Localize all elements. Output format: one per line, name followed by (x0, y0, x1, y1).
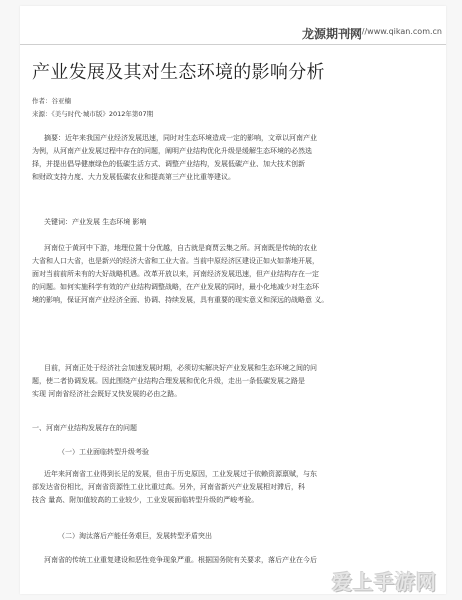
paragraph-line: 近年来河南省工业得到长足的发展，但由于历史原因，工业发展过于依赖资源禀赋，与东 (44, 470, 317, 478)
paragraph-line: 目前，河南正处于经济社会加速发展时期，必须切实解决好产业发展和生态环境之间的问 (44, 364, 317, 372)
section-heading: 一、河南产业结构发展存在的问题 (32, 424, 137, 432)
subsection-heading: （二）淘汰落后产能任务艰巨，发展转型矛盾突出 (58, 532, 212, 540)
paragraph-3 (32, 470, 432, 505)
article-source: 来源：《美与时代·城市版》2012年第07期 (32, 110, 154, 118)
article-author: 作者：谷亚楠 (32, 97, 71, 105)
paragraph-line: 河南省的传统工业重复建设和恶性竞争现象严重。根据国务院有关要求，落后产业在今后 (44, 556, 317, 564)
paragraph-line: 实现 河南省经济社会既好又快发展的必由之路。 (32, 390, 182, 398)
paragraph-4 (32, 556, 432, 565)
document-page (20, 6, 446, 594)
paragraph-line: 部发达省份相比，河南省资源性工业比重过高。另外，河南省新兴产业发展相对滞后，科 (32, 483, 305, 491)
abstract-line: 择，并提出倡导健康绿色的低碳生活方式、调整产业结构，发展低碳产业、加大技术创新 (32, 160, 305, 168)
paragraph-2 (32, 364, 432, 399)
site-header (20, 6, 446, 45)
keywords (32, 218, 432, 227)
paragraph-line: 境的影响，保证河南产业经济全面、协调、持续发展，具有重要的现实意义和深远的战略意 义。 (32, 296, 329, 304)
site-url[interactable]: http://www.qikan.com.cn (342, 27, 442, 36)
paragraph-line: 的问题。如何实施科学有效的产业结构调整战略，在产业发展的同时，最小化地减少对生态环 (32, 283, 319, 291)
paragraph-line: 题，使二者协调发展。因此围绕产业结构合理发展和优化升级，走出一条低碳发展之路是 (32, 377, 305, 385)
paragraph-line: 面对当前前所未有的大好战略机遇。改革开放以来，河南经济发展迅速，但产业结构存在一定 (32, 270, 319, 278)
subsection-heading: （一）工业面临转型升级考验 (58, 448, 149, 456)
paragraph-1 (32, 244, 432, 305)
paragraph-line: 大省和人口大省，也是新兴的经济大省和工业大省。当前中原经济区建设正如火如荼地开展， (32, 257, 319, 265)
site-brand[interactable]: 龙源期刊网 (301, 27, 362, 41)
abstract (32, 134, 432, 182)
site-watermark: 爱上手游网 (332, 570, 437, 594)
abstract-line: 摘要：近年来我国产业经济发展迅速，同时对生态环境造成一定的影响，文章以河南产业 (44, 134, 317, 142)
paragraph-line: 技含 量高、附加值较高的工业较少，工业发展面临转型升级的严峻考验。 (32, 496, 259, 504)
abstract-line: 为例，从河南产业发展过程中存在的问题，阐明产业结构优化升级是缓解生态环境的必然选 (32, 147, 312, 155)
article-title: 产业发展及其对生态环境的影响分析 (32, 62, 325, 83)
paragraph-line: 河南位于黄河中下游，地理位置十分优越，自古就是商贾云集之所。河南既是传统的农业 (44, 244, 317, 252)
abstract-line: 和财政支持力度、大力发展低碳农业和提高第三产业比重等建议。 (32, 173, 235, 181)
keywords-line: 关键词：产业发展 生态环境 影响 (44, 218, 147, 226)
